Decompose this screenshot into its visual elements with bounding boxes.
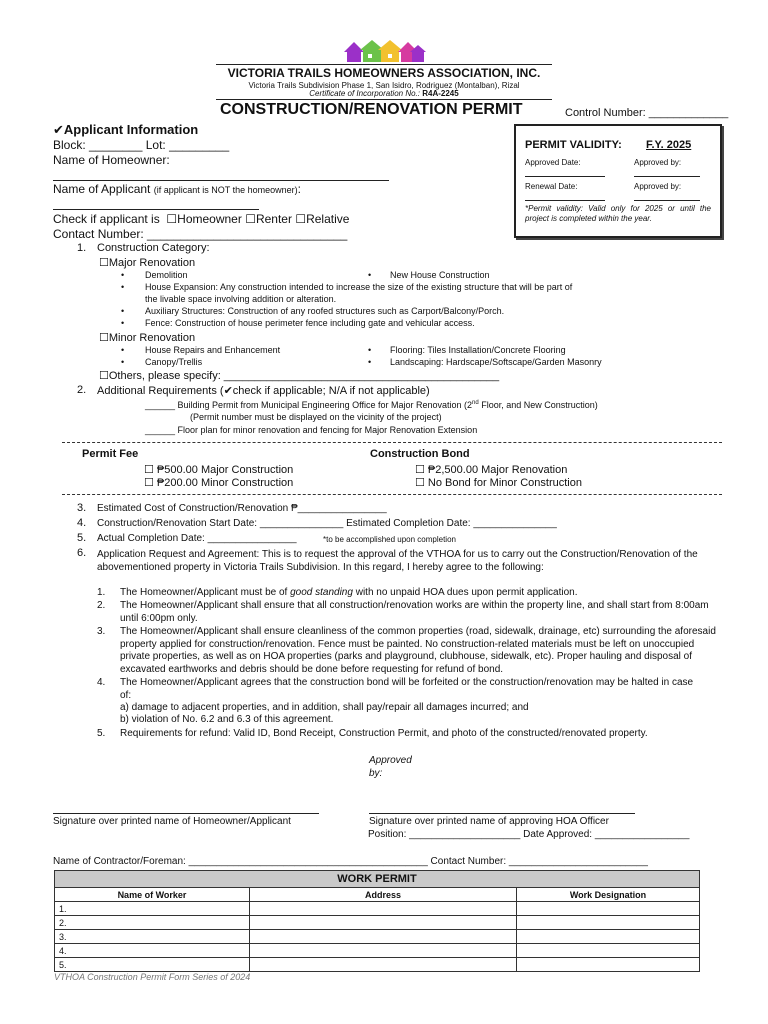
item-num: 4. [77,517,87,529]
block-lot-field[interactable]: Block: ________ Lot: _________ [53,138,230,152]
approved-by-label-2: Approved by: [634,182,682,191]
cert-number: R4A-2245 [422,89,459,98]
additional-num: 2. [77,384,87,396]
approved-by-label: Approved by: [369,755,412,779]
bullet: • [121,318,125,328]
check-applicant-row [53,212,349,226]
table-cell[interactable] [517,902,700,916]
agreement-num: 2. [97,600,106,611]
divider [62,494,722,495]
bond-major[interactable]: ☐ ₱2,500.00 Major Renovation [415,464,568,476]
major-item: Fence: Construction of house perimeter fence including gate and vehicular access. [145,318,475,328]
table-row [55,902,700,916]
table-cell[interactable] [517,944,700,958]
agreement-item-4a: a) damage to adjacent properties, and in addition, shall pay/repair all damages incurred; and [120,702,529,713]
agreement-emphasis: good standing [290,587,353,598]
table-row [55,944,700,958]
cert-line [216,89,552,98]
minor-item: Flooring: Tiles Installation/Concrete Flooring [390,345,566,355]
agreement-item-2: The Homeowner/Applicant shall ensure that all construction/renovation works are within the property line, and shall start from 8:00am until 6:00pm only. [120,600,709,624]
org-name: VICTORIA TRAILS HOMEOWNERS ASSOCIATION, INC. [227,66,541,80]
category-label: Construction Category: [97,242,210,254]
check-relative[interactable]: ☐Relative [295,212,350,226]
minor-item: Landscaping: Hardscape/Softscape/Garden Masonry [390,357,602,367]
permit-validity-box [514,124,722,238]
bullet: • [121,306,125,316]
bullet: • [368,270,372,280]
form-title: CONSTRUCTION/RENOVATION PERMIT [220,101,523,118]
bullet: • [121,345,125,355]
additional-label: Additional Requirements (✔check if applicable; N/A if not applicable) [97,385,430,397]
actual-completion-field[interactable]: Actual Completion Date: ________________ [97,533,297,544]
homeowner-signature-line[interactable] [53,813,319,814]
additional-item-1-note: (Permit number must be displayed on the vicinity of the project) [190,412,442,422]
row-number[interactable]: 3. [55,930,250,944]
estimated-cost-field[interactable]: Estimated Cost of Construction/Renovation ₱________________ [97,503,387,514]
control-number: Control Number: _____________ [565,107,729,119]
bullet: • [121,357,125,367]
column-header: Name of Worker [55,888,250,902]
table-row [55,930,700,944]
agreement-text: with no unpaid HOA dues upon permit application. [352,587,578,598]
agreement-num: 4. [97,677,106,688]
dates-field[interactable]: Construction/Renovation Start Date: _______________ Estimated Completion Date: _______________ [97,518,557,529]
agreement-item-4: The Homeowner/Applicant agrees that the construction bond will be forfeited or the construction/renovation may be halted in case of: [120,677,694,701]
table-row [55,958,700,972]
position-date-field[interactable]: Position: ____________________ Date Approved: _________________ [368,829,690,840]
table-cell[interactable] [517,930,700,944]
bullet: • [368,345,372,355]
additional-item-2[interactable]: ______ Floor plan for minor renovation and fencing for Major Renovation Extension [145,425,478,435]
approved-date-label: Approved Date: [525,158,581,167]
table-cell[interactable] [250,916,517,930]
agreement-num: 1. [97,587,106,598]
validity-year: F.Y. 2025 [646,139,692,151]
bond-title: Construction Bond [370,448,470,460]
others-field[interactable]: ☐Others, please specify: _____________________________________________ [99,370,500,382]
applicant-colon: : [297,182,301,196]
completion-note: *to be accomplished upon completion [323,535,456,544]
row-number[interactable]: 1. [55,902,250,916]
major-item: Demolition [145,270,188,280]
major-renovation-check[interactable]: ☐Major Renovation [99,257,196,269]
agreement-num: 5. [97,728,106,739]
work-permit-title: WORK PERMIT [55,871,700,888]
major-item-right: New House Construction [390,270,490,280]
permit-fee-minor[interactable]: ☐ ₱200.00 Minor Construction [144,477,294,489]
validity-title: PERMIT VALIDITY: [525,139,622,151]
hoa-logo [344,40,426,64]
agreement-text: The Homeowner/Applicant must be of [120,587,291,598]
agreement-item-1 [120,587,578,598]
officer-signature-line[interactable] [369,813,635,814]
applicant-name-label: Name of Applicant [53,182,151,196]
row-number[interactable]: 2. [55,916,250,930]
table-row [55,916,700,930]
table-cell[interactable] [250,930,517,944]
bullet: • [121,282,125,292]
column-header: Address [250,888,517,902]
permit-fee-major[interactable]: ☐ ₱500.00 Major Construction [144,464,294,476]
applicant-note: (if applicant is NOT the homeowner) [153,185,298,195]
footer-series: VTHOA Construction Permit Form Series of 2024 [54,972,251,982]
applicant-name-line[interactable] [53,209,259,210]
table-cell[interactable] [250,902,517,916]
work-permit-table [54,870,700,972]
agreement-item-3: The Homeowner/Applicant shall ensure cleanliness of the common properties (road, sidewalk, drainage, etc) surrounding the aforesaid property applied for construction/renovation. Fence must be painted. No construction-related materials must be left on unoccupied private properties, as well as on HOA properties (parks and playground, clubhouse, sidewalk, etc). Proper hauling and disposal of excavated earthworks and debris should be done before requesting for refund of bond. [120,626,716,675]
item-num: 6. [77,547,87,559]
approved-by-label: Approved by: [634,158,682,167]
bond-minor[interactable]: ☐ No Bond for Minor Construction [415,477,582,489]
major-item: House Expansion: Any construction intended to increase the size of the existing structure that will be part of [145,282,573,292]
major-item: Auxiliary Structures: Construction of any roofed structures such as Carport/Balcony/Porch. [145,306,505,316]
agreement-item-4b: b) violation of No. 6.2 and 6.3 of this agreement. [120,714,334,725]
row-number[interactable]: 4. [55,944,250,958]
table-cell[interactable] [517,916,700,930]
homeowner-signature-label: Signature over printed name of Homeowner/Applicant [53,816,291,827]
officer-signature-label: Signature over printed name of approving HOA Officer [369,816,609,827]
applicant-heading: ✔Applicant Information [53,122,199,137]
major-item: the livable space involving addition or alteration. [145,294,337,304]
table-cell[interactable] [517,958,700,972]
contractor-field[interactable]: Name of Contractor/Foreman: ___________________________________________ Contact Number: _________________________ [53,856,648,867]
table-cell[interactable] [250,944,517,958]
validity-note: *Permit validity: Valid only for 2025 or until the project is completed within the year. [525,204,711,223]
minor-item: Canopy/Trellis [145,357,203,367]
minor-item: House Repairs and Enhancement [145,345,281,355]
applicant-name-line-label [53,182,301,196]
item-num: 3. [77,502,87,514]
additional-item-1-text: ______ Building Permit from Municipal Engineering Office for Major Renovation (2 [145,400,473,410]
divider [62,442,722,443]
category-num: 1. [77,242,87,254]
homeowner-name-label: Name of Homeowner: [53,153,170,167]
item-num: 5. [77,532,87,544]
cert-label: Certificate of Incorporation No.: [309,89,420,98]
bullet: • [121,270,125,280]
agreement-num: 3. [97,626,106,637]
check-renter[interactable]: ☐Renter [245,212,292,226]
superscript: nd [472,400,479,406]
minor-renovation-check[interactable]: ☐Minor Renovation [99,332,196,344]
permit-fee-title: Permit Fee [82,448,139,460]
check-label: Check if applicant is [53,212,160,226]
org-address: Victoria Trails Subdivision Phase 1, San Isidro, Rodriguez (Montalban), Rizal [248,81,520,90]
homeowner-name-line[interactable] [53,180,389,181]
agreement-intro: Application Request and Agreement: This is to request the approval of the VTHOA for us to carry out the Construction/Renovation of the abovementioned property in Victoria Trails Subdivision. In this regard, I hereby agree to the following: [97,549,698,573]
column-header: Work Designation [517,888,700,902]
renewal-date-label: Renewal Date: [525,182,578,191]
row-number[interactable]: 5. [55,958,250,972]
additional-item-1[interactable] [145,400,598,410]
additional-item-1-end: Floor, and New Construction) [478,400,598,410]
bullet: • [368,357,372,367]
contact-number-field[interactable]: Contact Number: ______________________________ [53,227,348,241]
table-cell[interactable] [250,958,517,972]
agreement-item-5: Requirements for refund: Valid ID, Bond Receipt, Construction Permit, and photo of the constructed/renovated property. [120,728,648,739]
check-homeowner[interactable]: ☐Homeowner [166,212,242,226]
